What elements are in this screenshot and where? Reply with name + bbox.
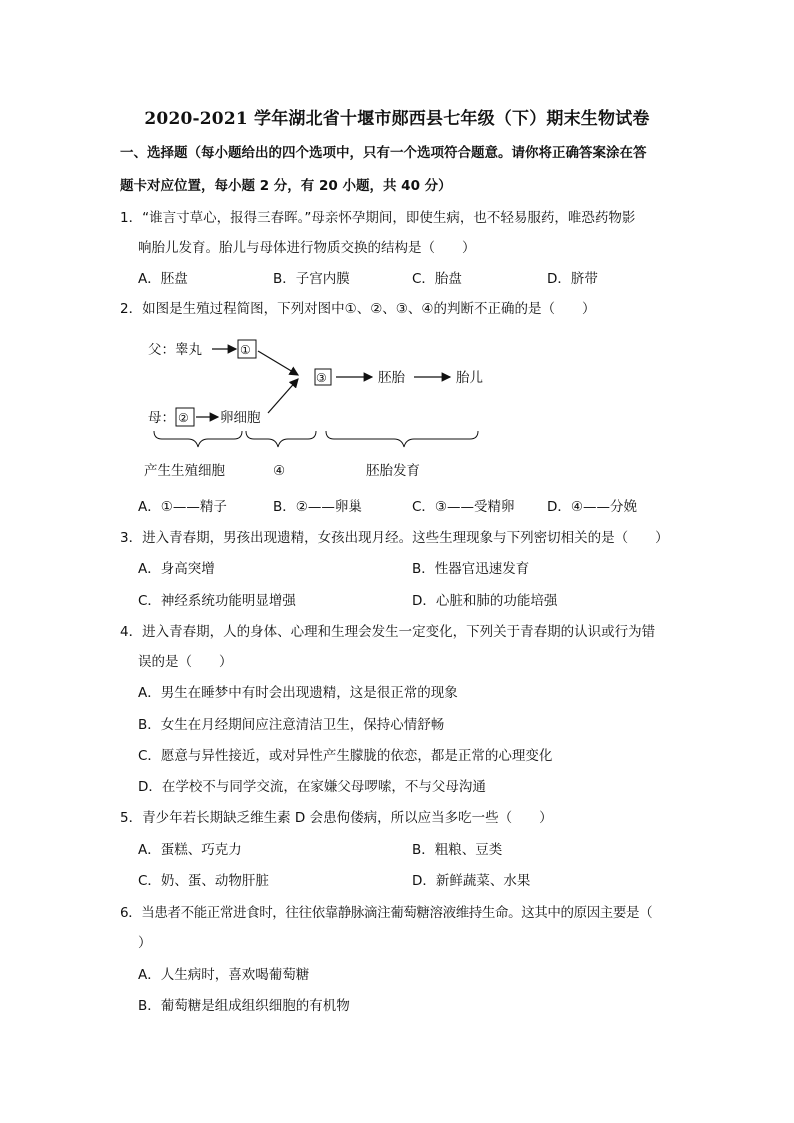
question-6-line-1: 6．当患者不能正常进食时，往往依靠静脉滴注葡萄糖溶液维持生命。这其中的原因主要是（: [120, 905, 653, 921]
question-3-line-1: 3．进入青春期，男孩出现遗精，女孩出现月经。这些生理现象与下列密切相关的是（ ）: [120, 530, 669, 546]
diagram-mother-label: 母：: [148, 410, 175, 426]
question-3-option-b: B．性器官迅速发育: [412, 561, 530, 577]
question-3-option-a: A．身高突增: [138, 561, 215, 577]
question-1-option-d: D．脐带: [547, 271, 598, 287]
question-3-option-c: C．神经系统功能明显增强: [138, 593, 296, 609]
diagram-box-2-label: ②: [178, 411, 189, 425]
page-title: 2020-2021 学年湖北省十堰市郧西县七年级（下）期末生物试卷: [144, 109, 650, 129]
section-heading-line-1: 一、选择题（每小题给出的四个选项中，只有一个选项符合题意。请你将正确答案涂在答: [120, 145, 647, 161]
question-5-option-b: B．粗粮、豆类: [412, 842, 503, 858]
question-1-line-2: 响胎儿发育。胎儿与母体进行物质交换的结构是（ ）: [138, 240, 476, 256]
diagram-fetus: 胎儿: [456, 370, 483, 386]
question-4-line-1: 4．进入青春期，人的身体、心理和生理会发生一定变化，下列关于青春期的认识或行为错: [120, 624, 656, 640]
brace-2-label: ④: [273, 463, 286, 479]
reproduction-diagram: [140, 335, 510, 485]
arrow-egg-to-zygote: [268, 379, 298, 413]
question-5-line-1: 5．青少年若长期缺乏维生素 D 会患佝偻病，所以应当多吃一些（ ）: [120, 810, 553, 826]
question-3-option-d: D．心脏和肺的功能培强: [412, 593, 558, 609]
section-heading-line-2: 题卡对应位置，每小题 2 分，有 20 小题，共 40 分）: [120, 178, 452, 194]
question-4-option-c: C．愿意与异性接近，或对异性产生朦胧的依恋，都是正常的心理变化: [138, 748, 553, 764]
question-1-line-1: 1．“谁言寸草心，报得三春晖。”母亲怀孕期间，即使生病，也不轻易服药，唯恐药物影: [120, 210, 636, 226]
question-4-option-a: A．男生在睡梦中有时会出现遗精，这是很正常的现象: [138, 685, 458, 701]
question-6-option-b: B．葡萄糖是组成组织细胞的有机物: [138, 998, 350, 1014]
brace-1-label: 产生生殖细胞: [144, 463, 225, 479]
diagram-box-1-label: ①: [240, 343, 251, 357]
question-1-option-b: B．子宫内膜: [273, 271, 350, 287]
question-1-option-c: C．胎盘: [412, 271, 462, 287]
question-4-option-d: D．在学校不与同学交流，在家嫌父母啰嗦，不与父母沟通: [138, 779, 486, 795]
question-6-option-a: A．人生病时，喜欢喝葡萄糖: [138, 967, 310, 983]
question-2-option-b: B．②——卵巢: [273, 499, 362, 515]
question-2-option-d: D．④——分娩: [547, 499, 637, 515]
question-5-option-d: D．新鲜蔬菜、水果: [412, 873, 531, 889]
brace-2: [246, 431, 316, 447]
question-2-option-a: A．①——精子: [138, 499, 227, 515]
brace-3-label: 胚胎发育: [366, 463, 420, 479]
brace-1: [154, 431, 242, 447]
question-2-option-c: C．③——受精卵: [412, 499, 515, 515]
question-5-option-a: A．蛋糕、巧克力: [138, 842, 242, 858]
diagram-egg: 卵细胞: [220, 410, 261, 426]
arrow-sperm-to-zygote: [258, 351, 298, 375]
diagram-box-3-label: ③: [316, 371, 327, 385]
diagram-father-label: 父：睾丸: [148, 342, 202, 358]
question-4-line-2: 误的是（ ）: [138, 654, 233, 670]
question-1-option-a: A．胚盘: [138, 271, 188, 287]
question-2-line-1: 2．如图是生殖过程简图，下列对图中①、②、③、④的判断不正确的是（ ）: [120, 301, 596, 317]
question-4-option-b: B．女生在月经期间应注意清洁卫生，保持心情舒畅: [138, 717, 445, 733]
diagram-embryo: 胚胎: [378, 370, 405, 386]
brace-3: [326, 431, 478, 447]
question-6-line-2: ）: [138, 935, 152, 951]
question-5-option-c: C．奶、蛋、动物肝脏: [138, 873, 269, 889]
